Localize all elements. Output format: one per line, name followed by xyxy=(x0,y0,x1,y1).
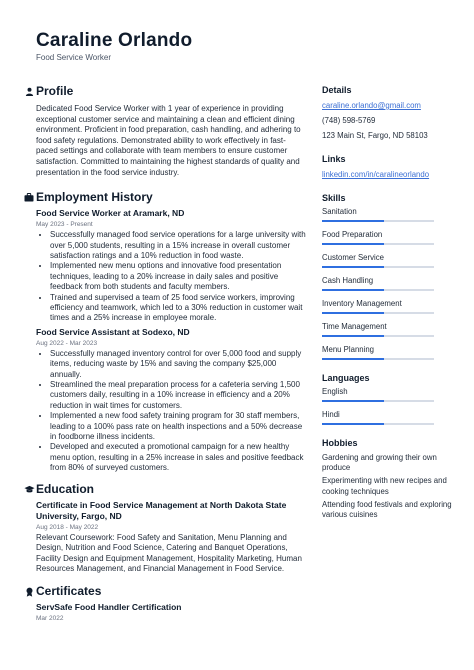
language-level-fill xyxy=(322,400,384,402)
skill-level-bar xyxy=(322,335,434,337)
skill-level-fill xyxy=(322,289,384,291)
hobbies-section xyxy=(322,437,452,520)
certificate-icon xyxy=(22,585,36,599)
education-heading: Education xyxy=(36,481,95,496)
skill-level-bar xyxy=(322,358,434,360)
sidebar-column xyxy=(322,84,452,520)
skill-level-fill xyxy=(322,220,384,222)
certificates-heading: Certificates xyxy=(36,584,102,599)
skill-name: Cash Handling xyxy=(322,276,374,285)
job-bullet: • Implemented a new food safety training program for 30 staff members, leading to a 100% pass rate on health inspections and a 50% decrease in foodborne illness incidents. xyxy=(50,411,306,442)
skill-name: Inventory Management xyxy=(322,299,402,308)
hobbies-list xyxy=(322,453,452,520)
skill-level-bar xyxy=(322,220,434,222)
employment-section xyxy=(22,190,306,474)
skill-item xyxy=(322,230,452,245)
languages-section xyxy=(322,372,452,425)
certificate-title: ServSafe Food Handler Certification xyxy=(36,602,182,613)
skill-level-bar xyxy=(322,289,434,291)
job-title: Food Service Worker at Aramark, ND xyxy=(36,208,185,219)
skill-name: Menu Planning xyxy=(322,345,375,354)
skill-item xyxy=(322,207,452,222)
skill-item xyxy=(322,322,452,337)
briefcase-icon xyxy=(22,191,36,205)
jobs-list xyxy=(36,208,306,474)
address: 123 Main St, Fargo, ND 58103 xyxy=(322,131,428,140)
skill-level-fill xyxy=(322,312,384,314)
skill-level-fill xyxy=(322,335,384,337)
skill-level-bar xyxy=(322,266,434,268)
job-bullet: • Developed and executed a promotional campaign for a new healthy menu option, resulting in a 25% increase in sales and positive feedback from 80% of surveyed customers. xyxy=(50,442,306,473)
candidate-job-title: Food Service Worker xyxy=(36,53,111,62)
profile-section xyxy=(22,84,306,178)
resume-header xyxy=(36,30,192,62)
linkedin-link[interactable]: linkedin.com/in/caralineorlando xyxy=(322,170,430,179)
skill-name: Time Management xyxy=(322,322,387,331)
certificate-date: Mar 2022 xyxy=(36,615,64,623)
skills-heading: Skills xyxy=(322,193,346,203)
hobby-item: Experimenting with new recipes and cooking techniques xyxy=(322,476,447,496)
profile-summary: Dedicated Food Service Worker with 1 year of experience in providing exceptional customer service and maintaining a clean and efficient dining environment. Proficient in food preparation, cash handling, and adhering to food safety regulations. Demonstrated ability to work effectively in fast-paced settings and collaborate with team members to ensure customer satisfaction. Committed to maintaining the highest standards of quality and presentation in the food service industry. xyxy=(36,104,301,177)
languages-heading: Languages xyxy=(322,373,370,383)
hobbies-heading: Hobbies xyxy=(322,438,358,448)
skill-item xyxy=(322,276,452,291)
job-entry xyxy=(36,327,306,474)
hobby-item: Attending food festivals and exploring various cuisines xyxy=(322,499,452,520)
language-name: English xyxy=(322,387,348,396)
skill-level-fill xyxy=(322,266,384,268)
links-section xyxy=(322,153,452,181)
skill-name: Food Preparation xyxy=(322,230,383,239)
skills-section xyxy=(322,192,452,360)
job-bullet: • Streamlined the meal preparation process for a cafeteria serving 1,500 customers daily, resulting in a 10% increase in efficiency and a 20% reduction in wait times for customers. xyxy=(50,380,306,411)
skill-item xyxy=(322,253,452,268)
job-bullet: • Successfully managed inventory control for over 5,000 food and supply items, reducing waste by 15% and saving the company $25,000 annually. xyxy=(50,349,306,380)
language-level-bar xyxy=(322,400,434,402)
job-bullet: • Implemented new menu options and innovative food presentation techniques, leading to a 20% increase in daily sales and positive feedback from both students and faculty members. xyxy=(50,261,306,292)
job-bullets xyxy=(36,349,306,474)
certificates-section xyxy=(22,584,306,623)
skills-list xyxy=(322,207,452,360)
person-icon xyxy=(22,85,36,99)
language-level-fill xyxy=(322,423,384,425)
job-entry xyxy=(36,208,306,324)
skill-item xyxy=(322,299,452,314)
language-item xyxy=(322,387,452,402)
language-item xyxy=(322,410,452,425)
job-bullets xyxy=(36,230,306,324)
job-bullet: • Successfully managed food service operations for a large university with over 5,000 students, resulting in a 15% increase in overall customer satisfaction ratings and a 10% reduction in food waste. xyxy=(50,230,306,261)
profile-heading: Profile xyxy=(36,84,74,98)
details-heading: Details xyxy=(322,85,352,95)
employment-heading: Employment History xyxy=(36,190,153,205)
languages-list xyxy=(322,387,452,425)
language-level-bar xyxy=(322,423,434,425)
education-dates: Aug 2018 - May 2022 xyxy=(36,523,99,531)
skill-level-bar xyxy=(322,243,434,245)
graduation-cap-icon xyxy=(22,482,36,496)
language-name: Hindi xyxy=(322,410,340,419)
education-coursework: Relevant Coursework: Food Safety and Sanitation, Menu Planning and Design, Nutrition and Food Science, Catering and Banquet Operations, Facility Design and Equipment Management, Hospitality Marketing, Human Resources Management, and Financial Management in Food Service. xyxy=(36,532,302,574)
skill-level-bar xyxy=(322,312,434,314)
skill-name: Sanitation xyxy=(322,207,357,216)
skill-level-fill xyxy=(322,243,384,245)
job-title: Food Service Assistant at Sodexo, ND xyxy=(36,326,190,337)
main-column xyxy=(22,84,306,623)
phone-number: (748) 598-5769 xyxy=(322,116,376,125)
hobby-item: Gardening and growing their own produce xyxy=(322,453,437,473)
details-section xyxy=(322,84,452,142)
job-dates: May 2023 - Present xyxy=(36,221,93,229)
skill-level-fill xyxy=(322,358,384,360)
skill-name: Customer Service xyxy=(322,253,384,262)
education-section xyxy=(22,482,306,575)
job-bullet: • Trained and supervised a team of 25 food service workers, improving efficiency and teamwork, which led to a 30% reduction in customer wait times and a 25% increase in employee morale. xyxy=(50,293,306,324)
email-link[interactable]: caraline.orlando@gmail.com xyxy=(322,101,421,110)
job-dates: Aug 2022 - Mar 2023 xyxy=(36,339,98,347)
candidate-name: Caraline Orlando xyxy=(36,30,193,51)
education-title: Certificate in Food Service Management at North Dakota State University, Fargo, ND xyxy=(36,499,287,521)
skill-item xyxy=(322,345,452,360)
links-heading: Links xyxy=(322,154,346,164)
